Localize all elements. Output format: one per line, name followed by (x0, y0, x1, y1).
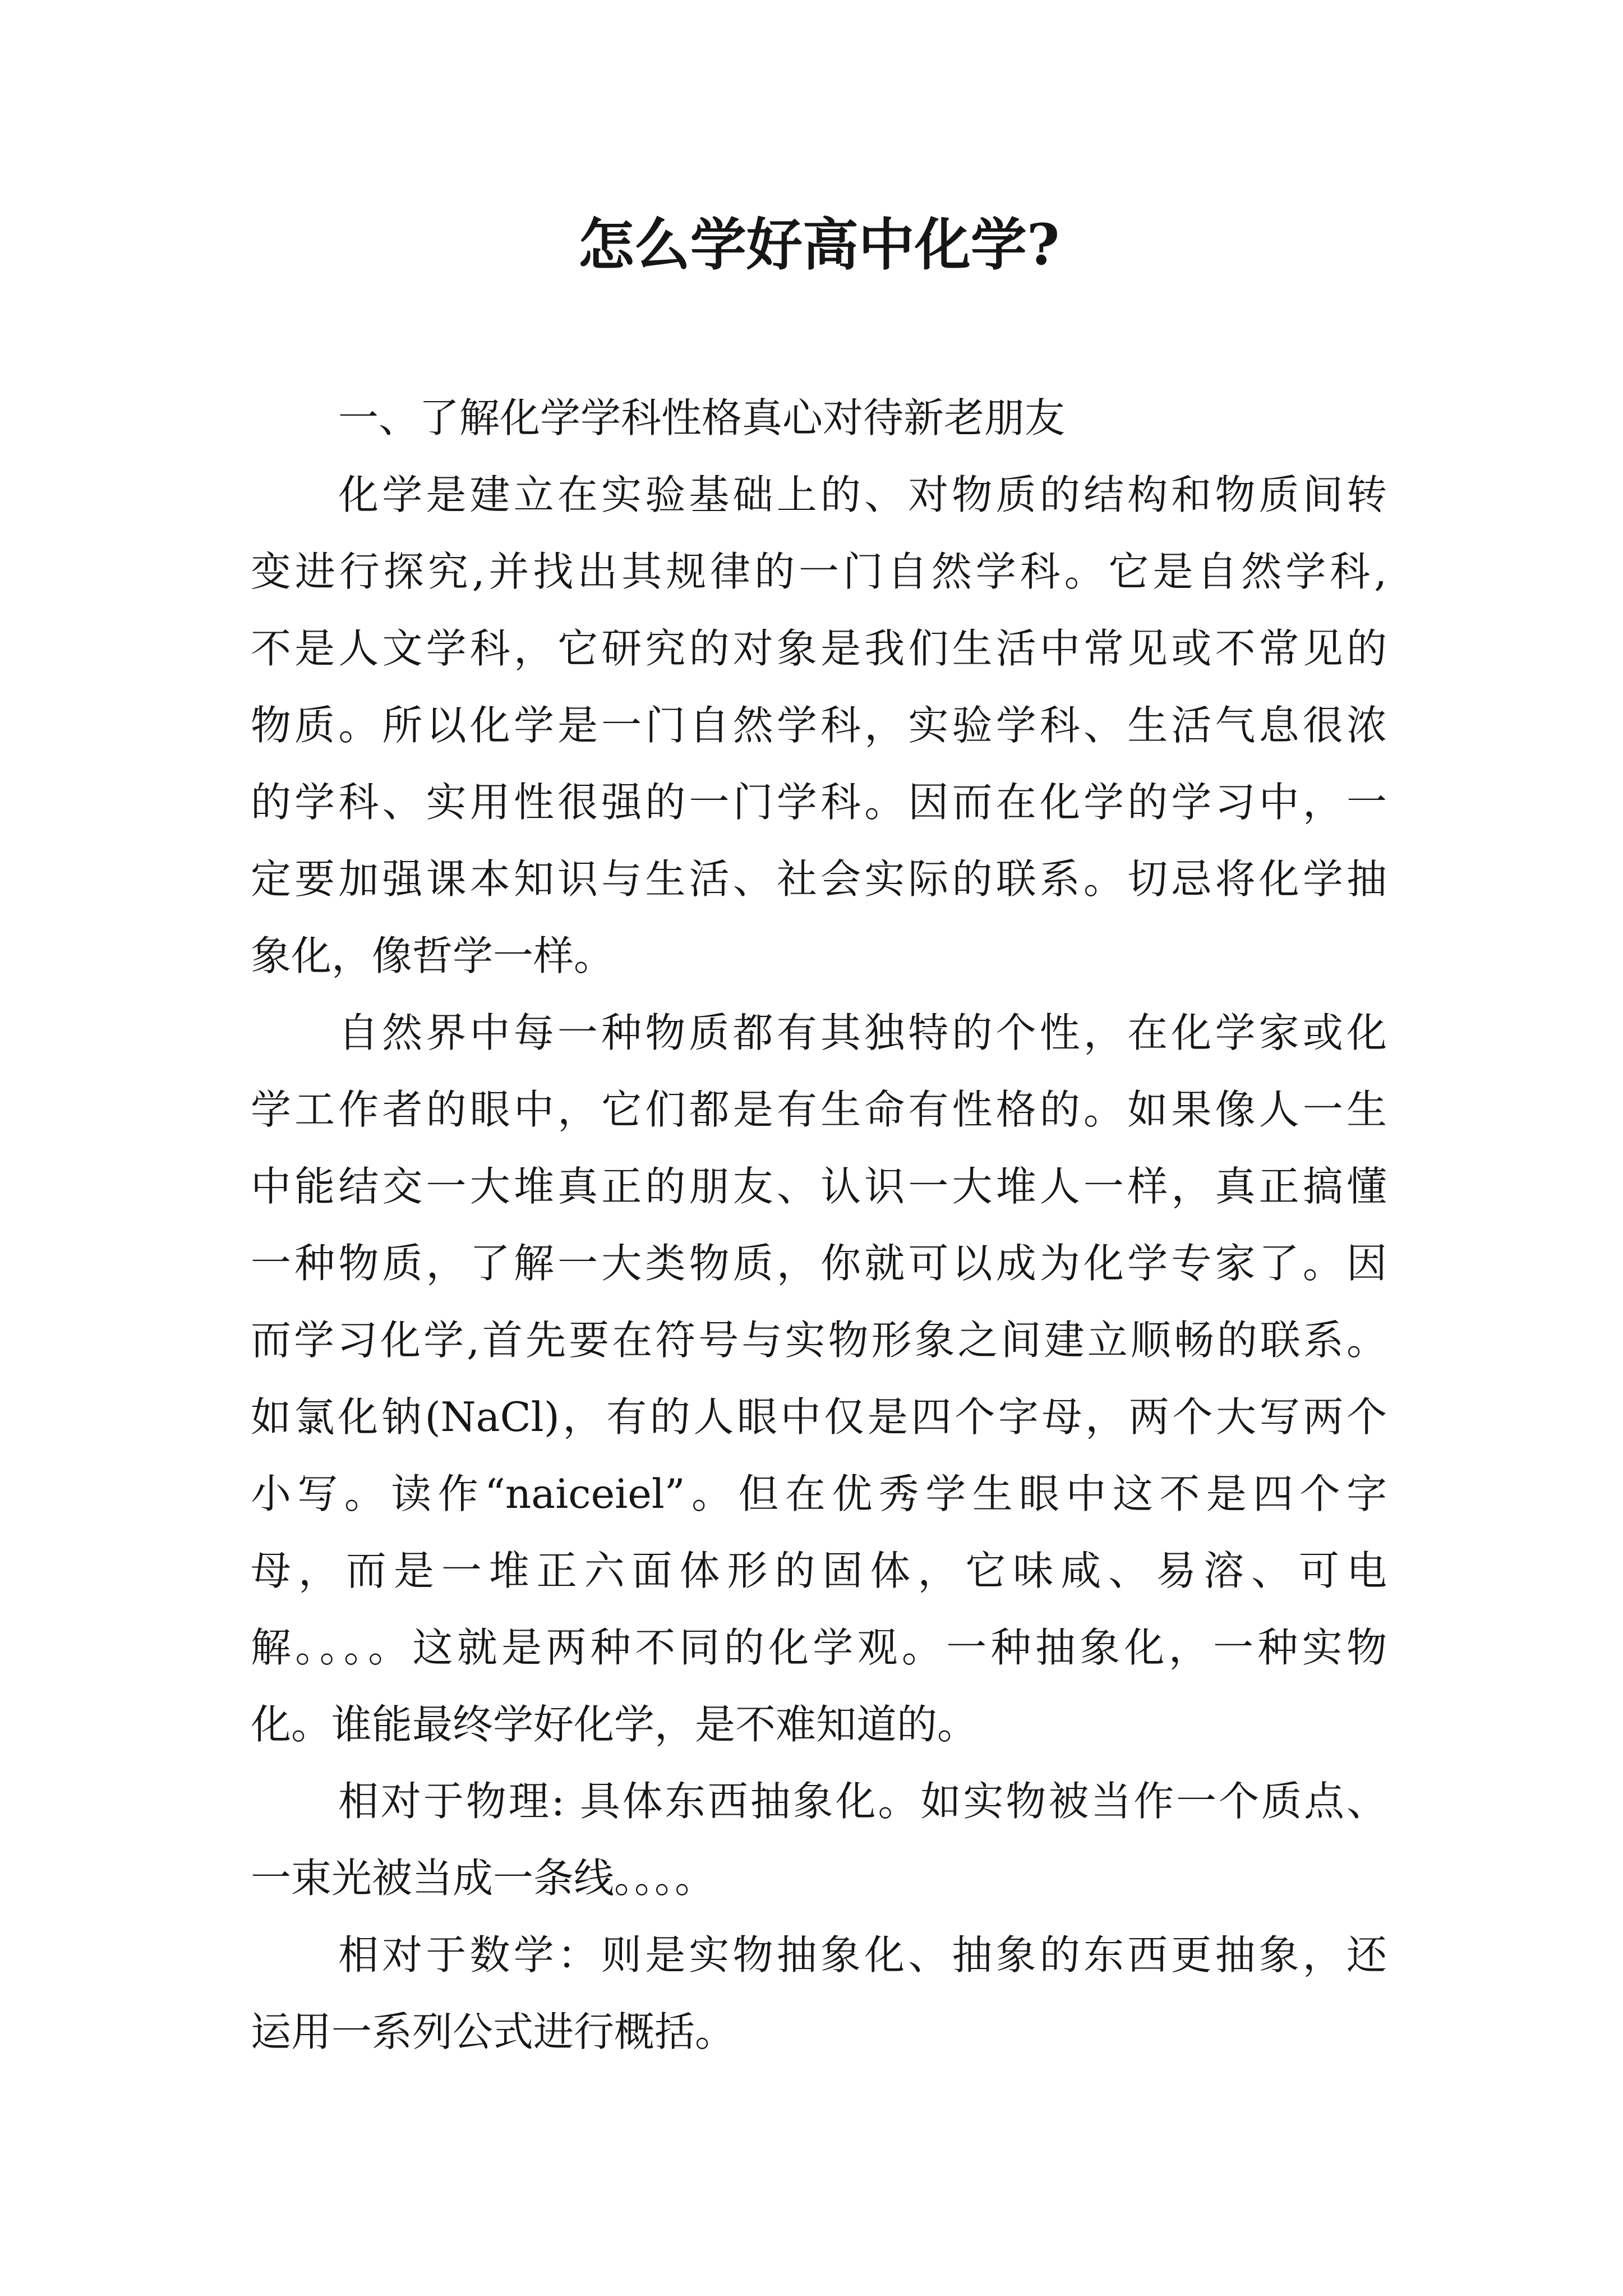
paragraph-1-line: 化学是建立在实验基础上的、对物质的结构和物质间转 (338, 471, 1387, 518)
paragraph-3-line: 相对于物理: 具体东西抽象化。如实物被当作一个质点、 (338, 1778, 1387, 1825)
paragraph-3-line: 一束光被当成一条线。。。。 (251, 1855, 716, 1902)
paragraph-2-line: 小写。读作“naiceiel”。但在优秀学生眼中这不是四个字 (251, 1470, 1387, 1517)
paragraph-2-line: 母，而是一堆正六面体形的固体，它味咸、易溶、可电 (251, 1547, 1387, 1594)
paragraph-1-line: 不是人文学科，它研究的对象是我们生活中常见或不常见的 (251, 625, 1387, 672)
paragraph-1-line: 物质。所以化学是一门自然学科，实验学科、生活气息很浓 (251, 702, 1387, 749)
paragraph-2-line: 解。。。。这就是两种不同的化学观。一种抽象化，一种实物 (251, 1624, 1387, 1671)
paragraph-1-line: 的学科、实用性很强的一门学科。因而在化学的学习中，一 (251, 779, 1387, 826)
paragraph-4-line: 相对于数学：则是实物抽象化、抽象的东西更抽象，还 (338, 1931, 1387, 1978)
section-heading: 一、了解化学学科性格真心对待新老朋友 (338, 394, 1066, 441)
paragraph-2-line: 化。谁能最终学好化学，是不难知道的。 (251, 1701, 978, 1748)
paragraph-2-line: 如氯化钠(NaCl)，有的人眼中仅是四个字母，两个大写两个 (251, 1393, 1387, 1441)
paragraph-1-line: 变进行探究,并找出其规律的一门自然学科。它是自然学科, (251, 548, 1387, 595)
paragraph-2-line: 自然界中每一种物质都有其独特的个性，在化学家或化 (338, 1009, 1387, 1056)
paragraph-4-line: 运用一系列公式进行概括。 (251, 2008, 736, 2055)
paragraph-2-line: 而学习化学,首先要在符号与实物形象之间建立顺畅的联系。 (251, 1317, 1387, 1364)
paragraph-2-line: 一种物质，了解一大类物质，你就可以成为化学专家了。因 (251, 1240, 1387, 1287)
paragraph-1-line: 定要加强课本知识与生活、社会实际的联系。切忌将化学抽 (251, 855, 1387, 903)
paragraph-2-line: 学工作者的眼中，它们都是有生命有性格的。如果像人一生 (251, 1086, 1387, 1133)
page-title: 怎么学好高中化学? (578, 211, 1060, 278)
paragraph-1-line: 象化，像哲学一样。 (251, 932, 615, 979)
paragraph-2-line: 中能结交一大堆真正的朋友、认识一大堆人一样，真正搞懂 (251, 1163, 1387, 1210)
document-body (251, 380, 1387, 2070)
